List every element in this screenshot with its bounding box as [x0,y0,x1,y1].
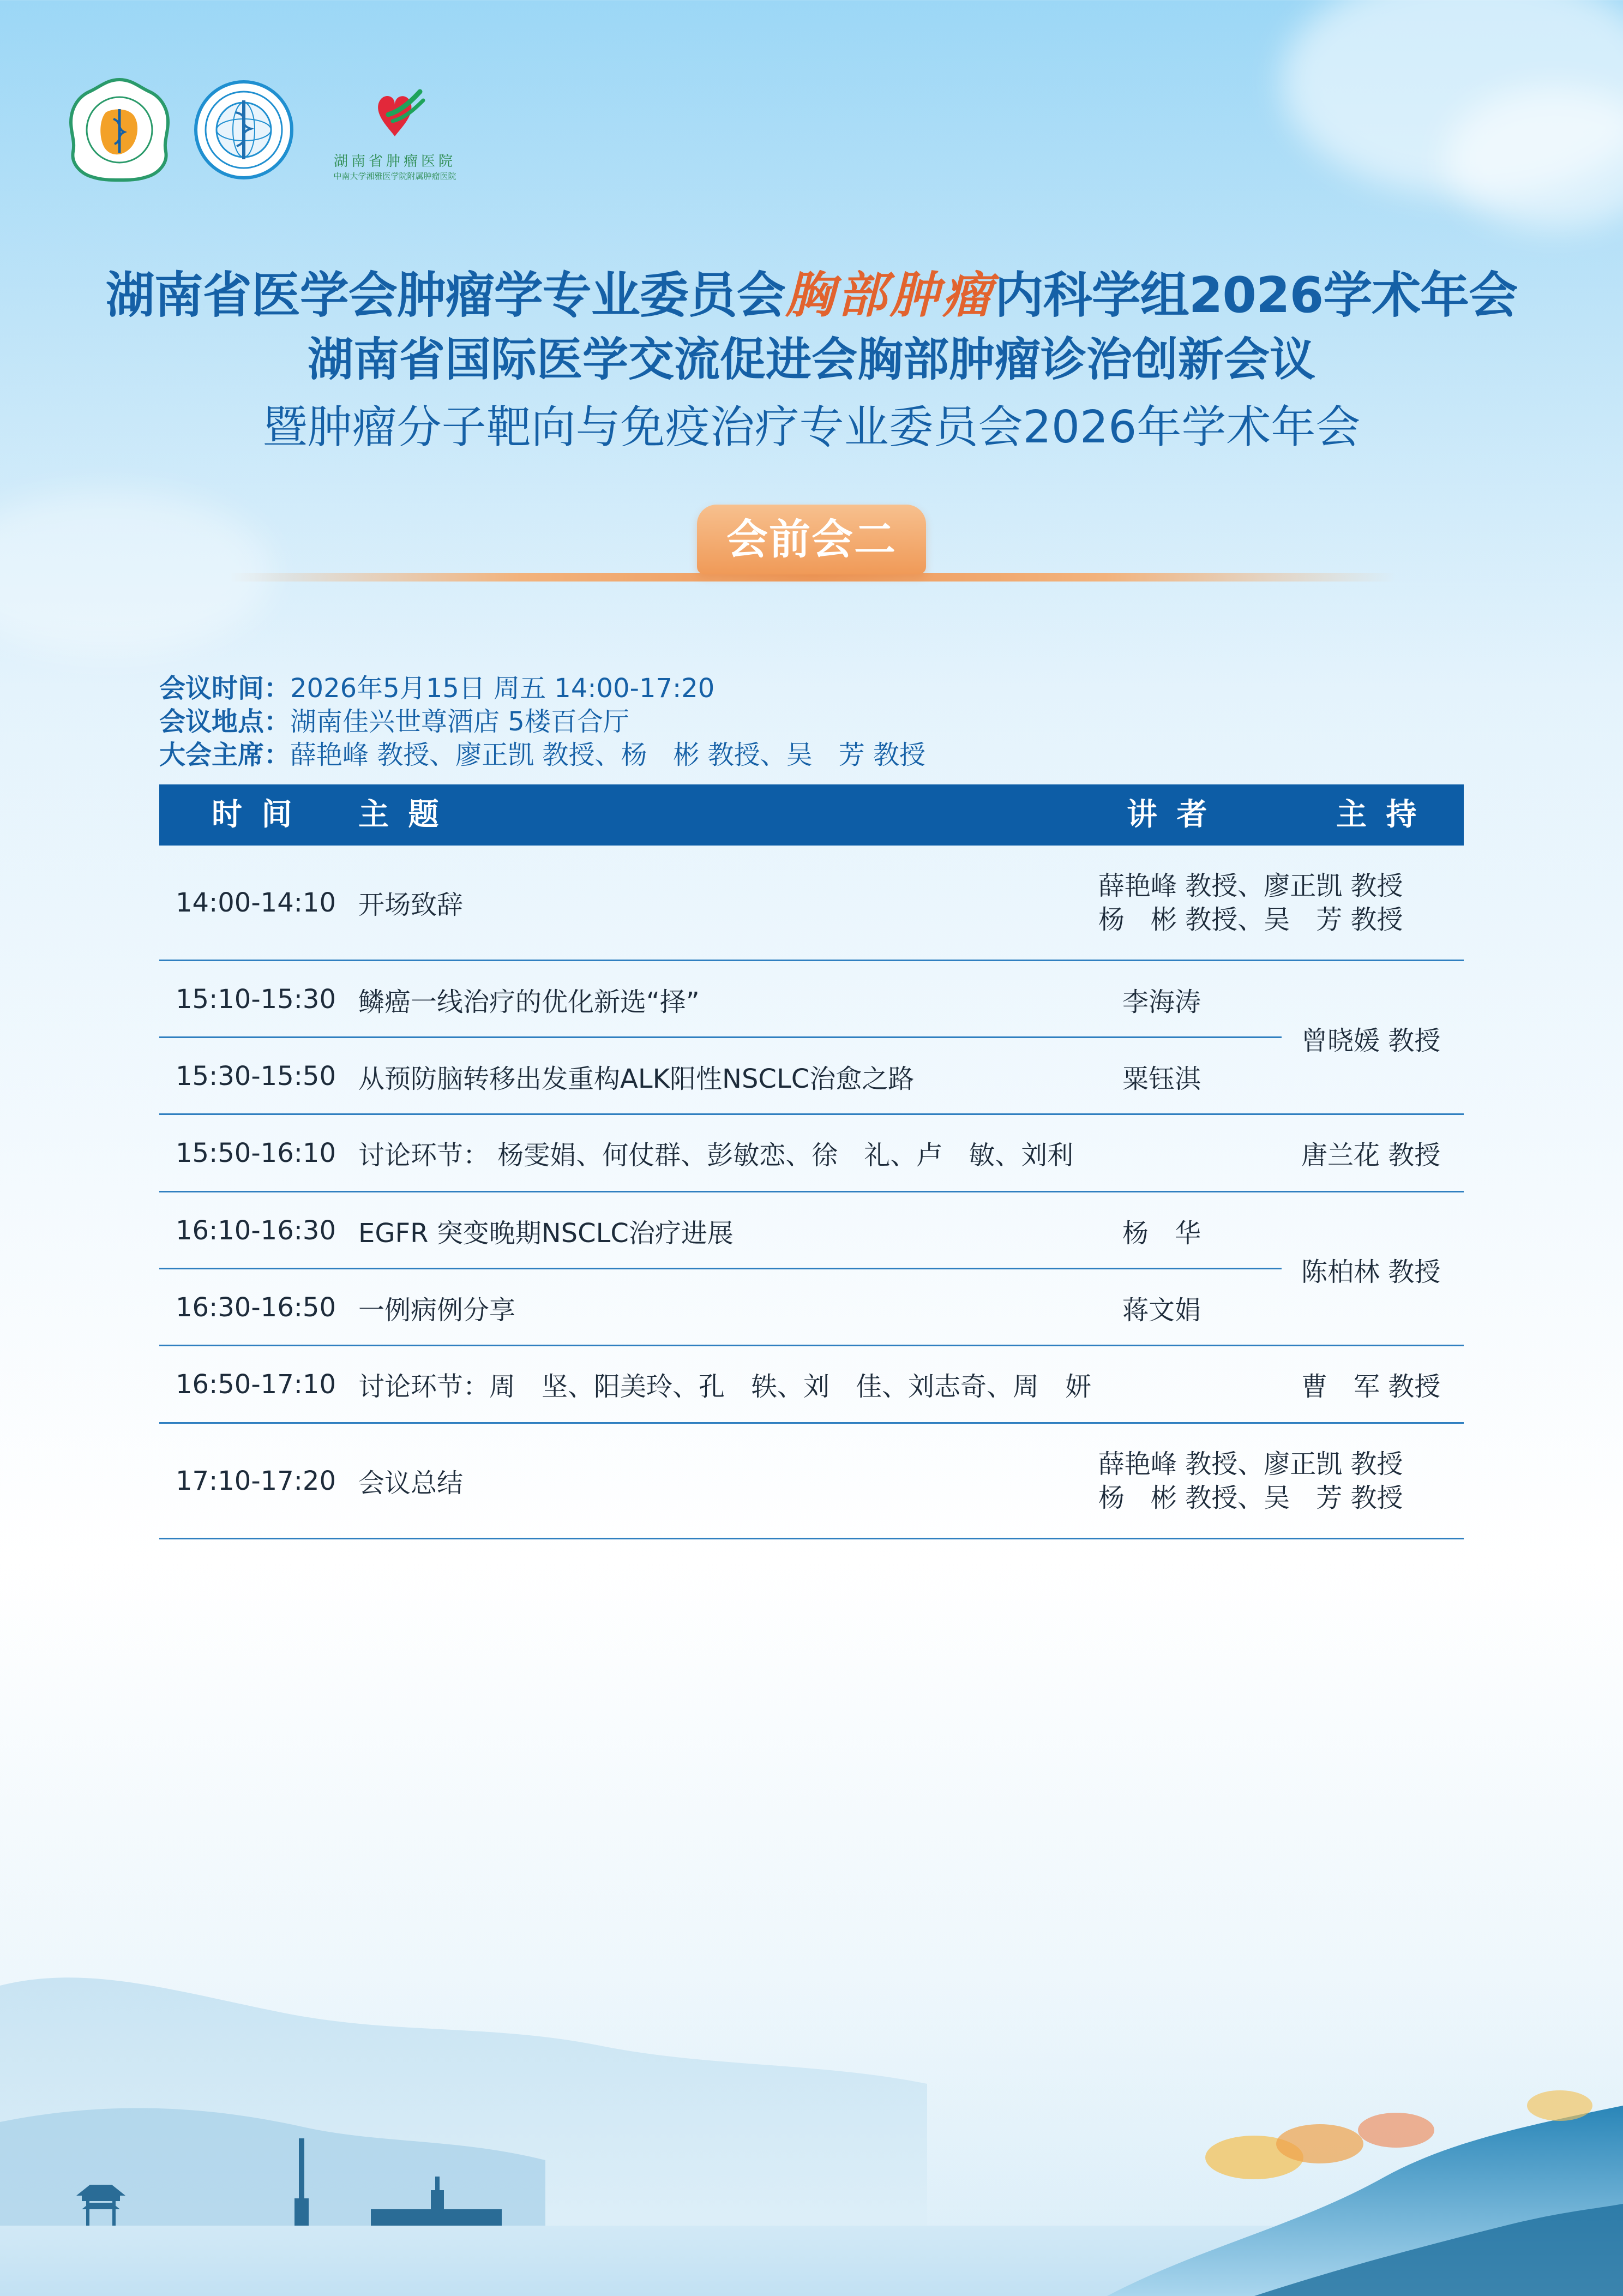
row-time-cell [176,961,336,1038]
row-speaker: 李海涛 [1122,986,1201,1017]
hospital-subname: 中南大学湘雅医学院附属肿瘤医院 [333,171,456,181]
main-title-line2: 湖南省国际医学交流促进会胸部肿瘤诊治创新会议 [307,333,1315,386]
landscape-illustration [0,1942,1623,2296]
header-time: 时 间 [212,797,297,832]
row-time: 17:10-17:20 [176,1465,336,1496]
table-row-group [159,961,1464,1115]
title-prefix: 湖南省医学会肿瘤学专业委员会 [105,267,785,324]
row-topic: 从预防脑转移出发重构ALK阳性NSCLC治愈之路 [358,1063,915,1094]
hunan-cancer-hospital-logo [313,82,477,191]
main-title-line1 [0,255,1623,326]
row-speaker-cell [1122,1269,1201,1346]
row-host: 曾晓媛 教授 [1301,1025,1441,1056]
row-speaker-cell [1122,961,1201,1038]
row-topic-cell [358,1269,515,1346]
row-people [1098,846,1403,960]
row-speaker: 蒋文娟 [1122,1294,1201,1326]
session-badge: 会前会二 [697,505,926,574]
table-header [159,784,1464,846]
row-time-cell [176,1269,336,1346]
header-host: 主 持 [1336,797,1421,832]
row-people [1098,1424,1403,1538]
schedule-table [159,784,1464,1539]
international-medical-exchange-logo [192,76,296,183]
table-row [159,846,1464,961]
row-topic: 鳞癌一线治疗的优化新选“择” [358,986,700,1017]
people-line: 薛艳峰 教授、廖正凯 教授 [1098,1448,1403,1479]
table-row-group [159,1192,1464,1346]
row-time: 15:30-15:50 [176,1061,336,1092]
meeting-place-label: 会议地点： [159,706,291,737]
main-title-line3: 暨肿瘤分子靶向与免疫治疗专业委员会2026年学术年会 [262,401,1361,453]
meeting-time [159,672,925,705]
people-line: 薛艳峰 教授、廖正凯 教授 [1098,870,1403,901]
meeting-chairs [159,739,925,772]
header-topic: 主 题 [358,797,443,832]
meeting-chairs-label: 大会主席： [159,740,291,770]
row-host-cell [1301,961,1440,1115]
row-host: 唐兰花 教授 [1301,1140,1441,1171]
row-speaker: 杨 华 [1122,1218,1201,1249]
row-topic-cell [358,1038,914,1114]
row-time: 15:50-16:10 [176,1137,336,1168]
row-topic-cell [358,961,700,1038]
row-time-cell [176,1192,336,1269]
row-host-cell [1301,1192,1440,1346]
hospital-name: 湖南省肿瘤医院 [333,153,456,170]
meeting-place-value: 湖南佳兴世尊酒店 5楼百合厅 [290,706,629,737]
row-topic: 一例病例分享 [358,1294,516,1326]
title-accent: 胸部肿瘤 [785,266,995,324]
meeting-time-value: 2026年5月15日 周五 14:00-17:20 [290,673,715,704]
row-host: 曹 军 教授 [1301,1371,1441,1402]
meeting-place [159,705,925,739]
people-line: 杨 彬 教授、吴 芳 教授 [1098,904,1403,935]
row-time: 16:30-16:50 [176,1292,336,1323]
meeting-info [159,672,925,772]
row-topic: 开场致辞 [358,890,464,920]
table-row [159,1115,1464,1192]
table-row [159,1424,1464,1539]
row-time: 16:10-16:30 [176,1215,336,1246]
title-suffix: 内科学组2026学术年会 [994,267,1518,324]
row-time-cell [176,1038,336,1114]
row-time: 16:50-17:10 [176,1369,336,1400]
row-topic: EGFR 突变晚期NSCLC治疗进展 [358,1218,734,1249]
table-row [159,1346,1464,1424]
people-line: 杨 彬 教授、吴 芳 教授 [1098,1482,1403,1513]
row-time: 15:10-15:30 [176,984,336,1015]
row-time: 14:00-14:10 [176,887,336,918]
row-topic: 讨论环节： 杨雯娟、何仗群、彭敏恋、徐 礼、卢 敏、刘利 [358,1140,1074,1171]
row-speaker-cell [1122,1038,1201,1114]
row-topic: 讨论环节：周 坚、阳美玲、孔 轶、刘 佳、刘志奇、周 妍 [358,1371,1092,1402]
meeting-chairs-value: 薛艳峰 教授、廖正凯 教授、杨 彬 教授、吴 芳 教授 [290,740,926,770]
header-speaker: 讲 者 [1127,797,1212,832]
row-topic-cell [358,1192,734,1269]
row-host: 陈柏林 教授 [1301,1256,1441,1287]
hunan-medical-association-logo [68,76,171,183]
row-topic: 会议总结 [358,1468,464,1498]
row-speaker: 粟钰淇 [1122,1063,1201,1094]
meeting-time-label: 会议时间： [159,673,291,704]
row-speaker-cell [1122,1192,1201,1269]
